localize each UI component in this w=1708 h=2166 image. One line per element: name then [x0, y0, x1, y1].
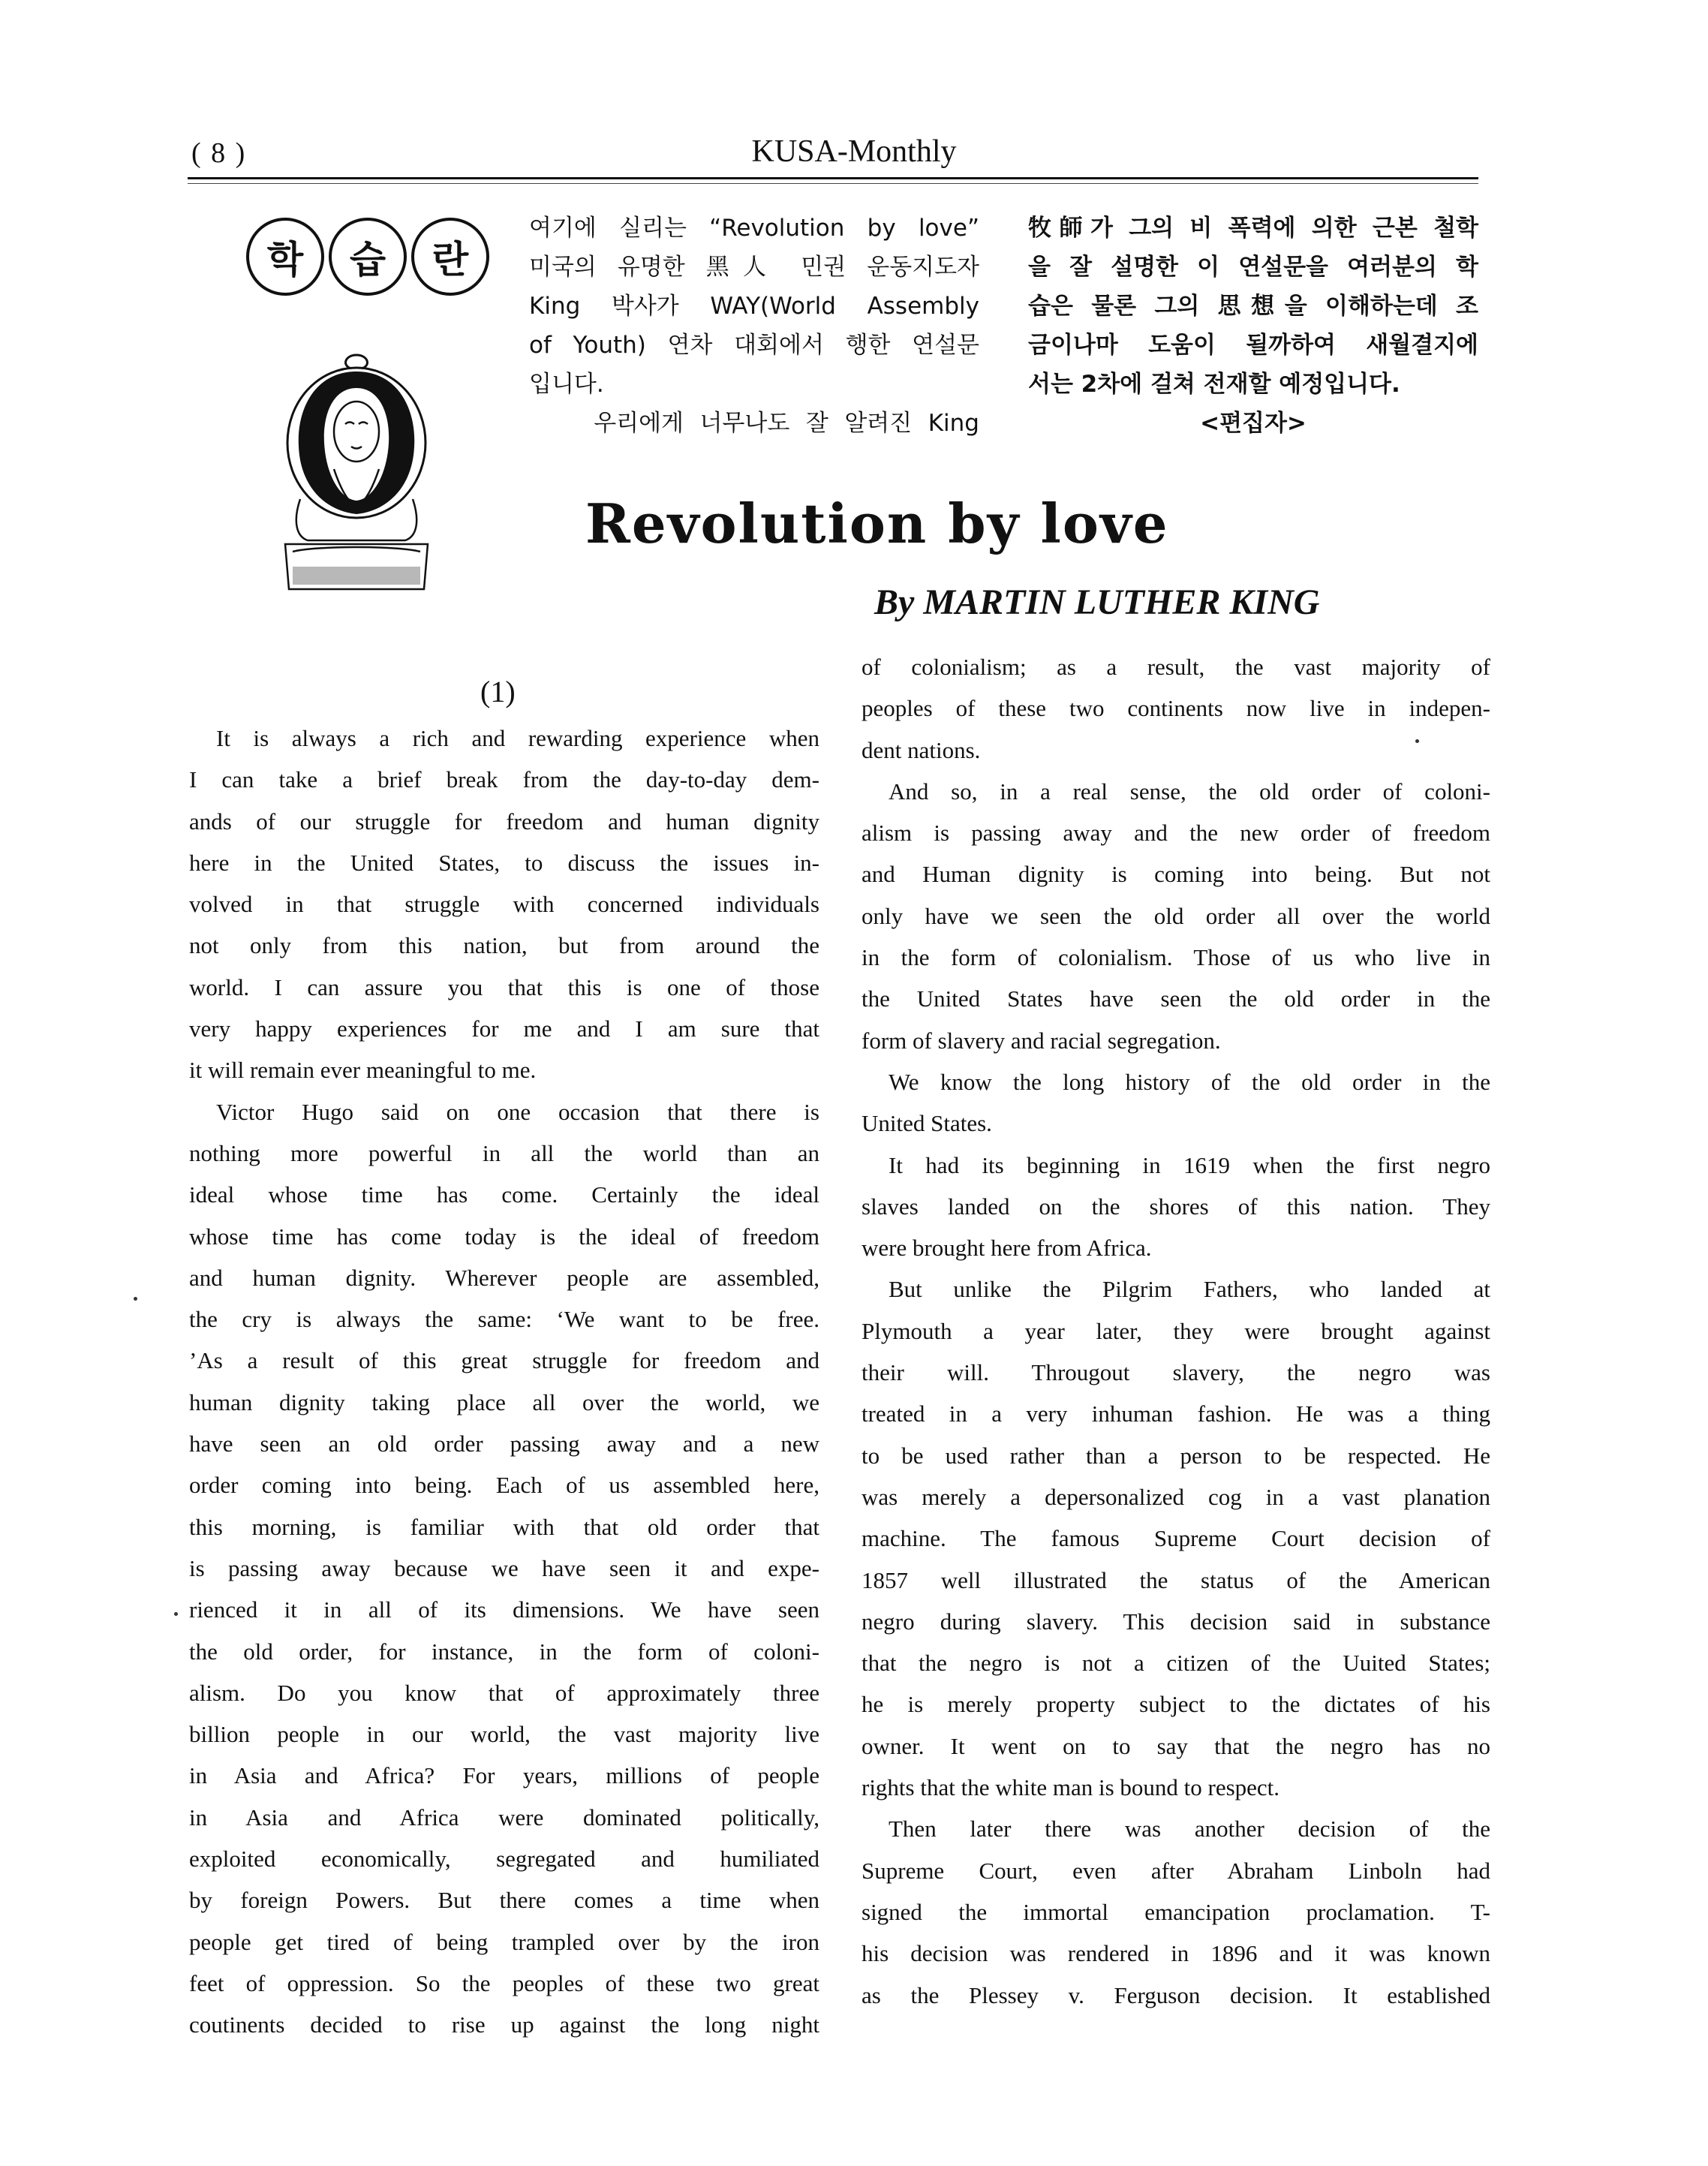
text-line: volved in that struggle with concerned individuals — [189, 891, 819, 918]
text-line: not only from this nation, but from around the — [189, 932, 819, 959]
text-line: Supreme Court, even after Abraham Linboln had — [862, 1857, 1490, 1884]
text-line: the cry is always the same: ‘We want to be free. — [189, 1306, 819, 1333]
text-line: have seen an old order passing away and a new — [189, 1430, 819, 1458]
text-line: It had its beginning in 1619 when the first negro — [889, 1151, 1490, 1178]
text-line: his decision was rendered in 1896 and it was known — [862, 1940, 1490, 1967]
text-line: 1857 well illustrated the status of the American — [862, 1566, 1490, 1593]
text-line: alism is passing away and the new order of freedom — [862, 820, 1490, 847]
text-line: And so, in a real sense, the old order of coloni- — [889, 778, 1490, 805]
article-byline: By MARTIN LUTHER KING — [874, 582, 1320, 622]
editor-intro-right — [1028, 209, 1478, 404]
text-line: and human dignity. Wherever people are assembled, — [189, 1264, 819, 1291]
text-line: people get tired of being trampled over by the iron — [189, 1928, 819, 1955]
text-line: exploited economically, segregated and humiliated — [189, 1846, 819, 1873]
intro-line: 우리에게 너무나도 잘 알려진 King — [529, 410, 979, 437]
text-line: United States. — [862, 1110, 992, 1137]
article-column-right — [862, 646, 1490, 2016]
text-line: in the form of colonialism. Those of us who live in — [862, 944, 1490, 971]
article-title: Revolution by love — [585, 492, 1169, 555]
text-line: alism. Do you know that of approximately three — [189, 1679, 819, 1706]
text-line: It is always a rich and rewarding experience when — [216, 725, 819, 751]
text-line: dent nations. — [862, 736, 981, 763]
text-line: their will. Througout slavery, the negro was — [862, 1359, 1490, 1386]
text-line: and Human dignity is coming into being. But not — [862, 861, 1490, 888]
header-rule — [188, 177, 1478, 179]
text-line: he is merely property subject to the dictates of his — [862, 1691, 1490, 1718]
text-line: signed the immortal emancipation proclamation. T- — [862, 1898, 1490, 1925]
text-line: that the negro is not a citizen of the Uuited States; — [862, 1650, 1490, 1677]
text-line: to be used rather than a person to be respected. He — [862, 1442, 1490, 1469]
text-line: ’As a result of this great struggle for freedom and — [189, 1347, 819, 1374]
text-line: We know the long history of the old order in the — [889, 1068, 1490, 1095]
scan-speck — [1415, 739, 1419, 743]
text-line: here in the United States, to discuss the issues in- — [189, 849, 819, 876]
text-line: ideal whose time has come. Certainly the ideal — [189, 1181, 819, 1208]
text-line: in Asia and Africa were dominated politically, — [189, 1803, 819, 1831]
intro-line: 습은 물론 그의 思想을 이해하는데 조 — [1028, 293, 1478, 320]
text-line: rienced it in all of its dimensions. We have seen — [189, 1596, 819, 1623]
text-line: order coming into being. Each of us assembled here, — [189, 1472, 819, 1499]
intro-line: 서는 2차에 걸쳐 전재할 예정입니다. — [1028, 371, 1400, 398]
text-line: the United States have seen the old order in the — [862, 985, 1490, 1012]
text-line: nothing more powerful in all the world than an — [189, 1139, 819, 1166]
part-number: (1) — [480, 675, 516, 708]
text-line: very happy experiences for me and I am sure that — [189, 1015, 819, 1042]
intro-line: 牧師가 그의 비 폭력에 의한 근본 철학 — [1028, 215, 1478, 242]
text-line: billion people in our world, the vast majority live — [189, 1721, 819, 1748]
intro-line: 을 잘 설명한 이 연설문을 여러분의 학 — [1028, 254, 1478, 281]
editor-signature: <편집자> — [1200, 410, 1307, 437]
intro-line: 입니다. — [529, 371, 604, 398]
text-line: by foreign Powers. But there comes a time when — [189, 1887, 819, 1914]
text-line: in Asia and Africa? For years, millions of people — [189, 1762, 819, 1789]
text-line: But unlike the Pilgrim Fathers, who landed at — [889, 1276, 1490, 1303]
text-line: ands of our struggle for freedom and human dignity — [189, 808, 819, 835]
scan-speck — [174, 1612, 178, 1616]
text-line: treated in a very inhuman fashion. He was a thing — [862, 1400, 1490, 1427]
text-line: Plymouth a year later, they were brought against — [862, 1317, 1490, 1344]
text-line: rights that the white man is bound to respect. — [862, 1774, 1280, 1801]
text-line: negro during slavery. This decision said in substance — [862, 1608, 1490, 1635]
header-rule-thin — [188, 183, 1478, 184]
section-badge — [246, 218, 489, 296]
mirror-portrait-illustration — [270, 349, 443, 604]
running-head: KUSA-Monthly — [751, 134, 957, 169]
editor-intro-left — [529, 209, 979, 443]
article-column-left — [189, 717, 819, 2046]
text-line: owner. It went on to say that the negro has no — [862, 1732, 1490, 1759]
text-line: this morning, is familiar with that old order that — [189, 1513, 819, 1540]
text-line: whose time has come today is the ideal of freedom — [189, 1223, 819, 1250]
text-line: only have we seen the old order all over the world — [862, 902, 1490, 929]
section-badge-char: 습 — [329, 218, 407, 296]
text-line: coutinents decided to rise up against the long night — [189, 2011, 819, 2038]
text-line: as the Plessey v. Ferguson decision. It established — [862, 1981, 1490, 2008]
text-line: Then later there was another decision of the — [889, 1816, 1490, 1843]
scan-speck — [134, 1297, 137, 1301]
text-line: were brought here from Africa. — [862, 1235, 1152, 1262]
text-line: machine. The famous Supreme Court decision of — [862, 1525, 1490, 1552]
text-line: Victor Hugo said on one occasion that there is — [216, 1098, 819, 1125]
intro-line: 미국의 유명한 黑人 민권 운동지도자 — [529, 254, 979, 281]
text-line: it will remain ever meaningful to me. — [189, 1057, 537, 1084]
text-line: of colonialism; as a result, the vast majority of — [862, 654, 1490, 680]
text-line: peoples of these two continents now live in indepen- — [862, 695, 1490, 722]
text-line: is passing away because we have seen it and expe- — [189, 1554, 819, 1581]
intro-line: King 박사가 WAY(World Assembly — [529, 293, 979, 320]
text-line: the old order, for instance, in the form of coloni- — [189, 1638, 819, 1665]
text-line: slaves landed on the shores of this nation. They — [862, 1193, 1490, 1220]
text-line: feet of oppression. So the peoples of these two great — [189, 1969, 819, 1996]
intro-line: of Youth) 연차 대회에서 행한 연설문 — [529, 332, 979, 359]
text-line: world. I can assure you that this is one of those — [189, 973, 819, 1000]
page-number: ( 8 ) — [191, 137, 247, 169]
text-line: was merely a depersonalized cog in a vast planation — [862, 1483, 1490, 1510]
section-badge-char: 란 — [411, 218, 489, 296]
intro-line: 여기에 실리는 “Revolution by love” — [529, 215, 979, 242]
text-line: form of slavery and racial segregation. — [862, 1027, 1221, 1054]
section-badge-char: 학 — [246, 218, 324, 296]
text-line: I can take a brief break from the day-to-day dem- — [189, 766, 819, 793]
text-line: human dignity taking place all over the world, we — [189, 1388, 819, 1415]
intro-line: 금이나마 도움이 될까하여 새월결지에 — [1028, 332, 1478, 359]
